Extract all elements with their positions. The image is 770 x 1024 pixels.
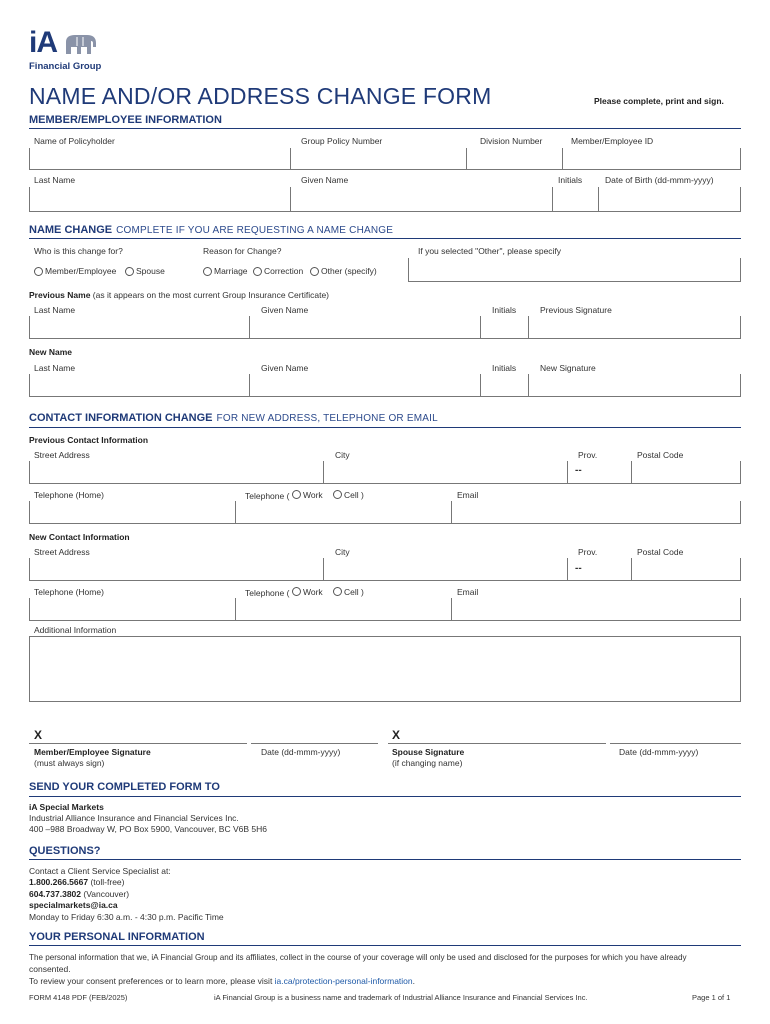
prev-initials-field[interactable] [480, 316, 528, 339]
email-label: Email [457, 587, 479, 597]
prov-label: Prov. [578, 547, 598, 557]
contact-email[interactable]: specialmarkets@ia.ca [29, 900, 118, 910]
initials-label: Initials [558, 175, 583, 185]
new-city-field[interactable] [323, 558, 567, 581]
radio-label: Work [303, 490, 323, 500]
member-date-line[interactable] [251, 743, 378, 744]
new-street-field[interactable] [29, 558, 323, 581]
last-name-field[interactable] [29, 187, 290, 212]
spouse-date-label: Date (dd-mmm-yyyy) [619, 747, 699, 757]
radio-work[interactable] [292, 490, 301, 499]
new-contact-heading: New Contact Information [29, 532, 130, 542]
new-signature-label: New Signature [540, 363, 596, 373]
prev-city-field[interactable] [323, 461, 567, 484]
prev-last-name-label: Last Name [34, 305, 76, 315]
radio-label: Spouse [136, 266, 165, 276]
prev-postal-field[interactable] [631, 461, 741, 484]
radio-correction[interactable] [253, 267, 262, 276]
new-initials-field[interactable] [480, 374, 528, 397]
prov-value: -- [575, 563, 582, 574]
radio-spouse[interactable] [125, 267, 134, 276]
given-name-field[interactable] [290, 187, 552, 212]
policyholder-label: Name of Policyholder [34, 136, 115, 146]
privacy-text-line3: To review your consent preferences or to learn more, please visit ia.ca/protection-personal-information. [29, 976, 416, 986]
member-section-heading: MEMBER/EMPLOYEE INFORMATION [29, 114, 222, 126]
radio-member-employee[interactable] [34, 267, 43, 276]
member-id-field[interactable] [562, 148, 741, 170]
radio-label: Cell ) [344, 587, 364, 597]
additional-info-textarea[interactable] [29, 636, 741, 702]
privacy-text-line1: The personal information that we, iA Financial Group and its affiliates, collect in the course of your coverage will only be used and disclosed for the purposes for which you have already [29, 953, 687, 962]
member-signature-line[interactable] [29, 743, 247, 744]
section-divider [29, 945, 741, 946]
phone-vancouver: 604.737.3802 (Vancouver) [29, 889, 130, 899]
new-name-heading: New Name [29, 347, 72, 357]
member-id-label: Member/Employee ID [571, 136, 654, 146]
new-given-name-label: Given Name [261, 363, 309, 373]
prev-street-field[interactable] [29, 461, 323, 484]
send-address-line2: 400 –988 Broadway W, PO Box 5900, Vancouver, BC V6B 5H6 [29, 824, 267, 834]
form-title: NAME AND/OR ADDRESS CHANGE FORM [29, 83, 492, 109]
questions-heading: QUESTIONS? [29, 845, 101, 857]
previous-name-heading: Previous Name (as it appears on the most current Group Insurance Certificate) [29, 290, 330, 300]
ia-logo [29, 26, 104, 76]
radio-label: Work [303, 587, 323, 597]
last-name-label: Last Name [34, 175, 76, 185]
prev-given-name-label: Given Name [261, 305, 309, 315]
radio-work[interactable] [292, 587, 301, 596]
new-initials-label: Initials [492, 363, 517, 373]
spouse-date-line[interactable] [610, 743, 741, 744]
sign-here-mark: X [392, 728, 401, 742]
send-address-line1: Industrial Alliance Insurance and Financial Services Inc. [29, 813, 239, 823]
spouse-signature-label: Spouse Signature [392, 747, 465, 757]
radio-label: Other (specify) [321, 266, 377, 276]
postal-code-label: Postal Code [637, 450, 684, 460]
section-divider [29, 238, 741, 239]
contact-section-heading: CONTACT INFORMATION CHANGE FOR NEW ADDRESS, TELEPHONE OR EMAIL [29, 412, 438, 424]
given-name-label: Given Name [301, 175, 349, 185]
city-label: City [335, 450, 350, 460]
section-divider [29, 128, 741, 129]
instructions: Please complete, print and sign. [594, 96, 724, 106]
prev-signature-field[interactable] [528, 316, 741, 339]
prev-email-field[interactable] [451, 501, 741, 524]
prev-phone-other-field[interactable] [235, 501, 451, 524]
radio-cell[interactable] [333, 587, 342, 596]
company-name: Financial Group [29, 61, 102, 72]
new-phone-home-field[interactable] [29, 598, 235, 621]
sign-here-mark: X [34, 728, 43, 742]
radio-other[interactable] [310, 267, 319, 276]
telephone-type-label: Telephone ( [245, 491, 290, 501]
prev-signature-label: Previous Signature [540, 305, 612, 315]
phone-toll-free: 1.800.266.5667 (toll-free) [29, 877, 125, 887]
spouse-signature-line[interactable] [388, 743, 606, 744]
section-divider [29, 859, 741, 860]
division-field[interactable] [466, 148, 562, 170]
member-date-label: Date (dd-mmm-yyyy) [261, 747, 341, 757]
member-signature-note: (must always sign) [34, 758, 105, 768]
new-last-name-label: Last Name [34, 363, 76, 373]
prov-value: -- [575, 465, 582, 476]
email-label: Email [457, 490, 479, 500]
new-last-name-field[interactable] [29, 374, 249, 397]
section-divider [29, 796, 741, 797]
member-signature-label: Member/Employee Signature [34, 747, 151, 757]
additional-info-label: Additional Information [34, 625, 117, 635]
street-address-label: Street Address [34, 450, 90, 460]
telephone-home-label: Telephone (Home) [34, 490, 104, 500]
other-specify-field[interactable] [408, 258, 741, 282]
send-company-name: iA Special Markets [29, 802, 104, 812]
service-hours: Monday to Friday 6:30 a.m. - 4:30 p.m. Pacific Time [29, 912, 224, 922]
privacy-text-line2: consented. [29, 964, 71, 974]
previous-contact-heading: Previous Contact Information [29, 435, 149, 445]
new-postal-field[interactable] [631, 558, 741, 581]
elephant-icon [63, 32, 99, 56]
new-phone-other-field[interactable] [235, 598, 451, 621]
radio-label: Correction [264, 266, 304, 276]
other-specify-label: If you selected "Other", please specify [418, 246, 562, 256]
prev-last-name-field[interactable] [29, 316, 249, 339]
prev-given-name-field[interactable] [249, 316, 480, 339]
name-change-heading: NAME CHANGE COMPLETE IF YOU ARE REQUESTING A NAME CHANGE [29, 224, 394, 236]
policyholder-field[interactable] [29, 148, 290, 170]
dob-field[interactable] [598, 187, 741, 212]
radio-cell[interactable] [333, 490, 342, 499]
telephone-type-label: Telephone ( [245, 588, 290, 598]
radio-label: Cell ) [344, 490, 364, 500]
new-email-field[interactable] [451, 598, 741, 621]
logo-text: iA [29, 26, 57, 59]
new-given-name-field[interactable] [249, 374, 480, 397]
initials-field[interactable] [552, 187, 598, 212]
group-policy-field[interactable] [290, 148, 466, 170]
division-label: Division Number [480, 136, 543, 146]
dob-label: Date of Birth (dd-mmm-yyyy) [605, 175, 714, 185]
prev-phone-home-field[interactable] [29, 501, 235, 524]
prev-initials-label: Initials [492, 305, 517, 315]
trademark-notice: iA Financial Group is a business name and trademark of Industrial Alliance Insurance and Financial Services Inc. [214, 993, 588, 1002]
radio-label: Marriage [214, 266, 248, 276]
radio-marriage[interactable] [203, 267, 212, 276]
radio-label: Member/Employee [45, 266, 117, 276]
page-number: Page 1 of 1 [692, 993, 731, 1002]
telephone-home-label: Telephone (Home) [34, 587, 104, 597]
form-id: FORM 4148 PDF (FEB/2025) [29, 993, 128, 1002]
privacy-heading: YOUR PERSONAL INFORMATION [29, 931, 205, 943]
group-policy-label: Group Policy Number [301, 136, 383, 146]
who-label: Who is this change for? [34, 246, 123, 256]
send-section-heading: SEND YOUR COMPLETED FORM TO [29, 781, 220, 793]
city-label: City [335, 547, 350, 557]
new-signature-field[interactable] [528, 374, 741, 397]
spouse-signature-note: (if changing name) [392, 758, 463, 768]
questions-intro: Contact a Client Service Specialist at: [29, 866, 171, 876]
prov-label: Prov. [578, 450, 598, 460]
section-divider [29, 427, 741, 428]
postal-code-label: Postal Code [637, 547, 684, 557]
reason-label: Reason for Change? [203, 246, 282, 256]
street-address-label: Street Address [34, 547, 90, 557]
privacy-link[interactable]: ia.ca/protection-personal-information [274, 976, 413, 986]
